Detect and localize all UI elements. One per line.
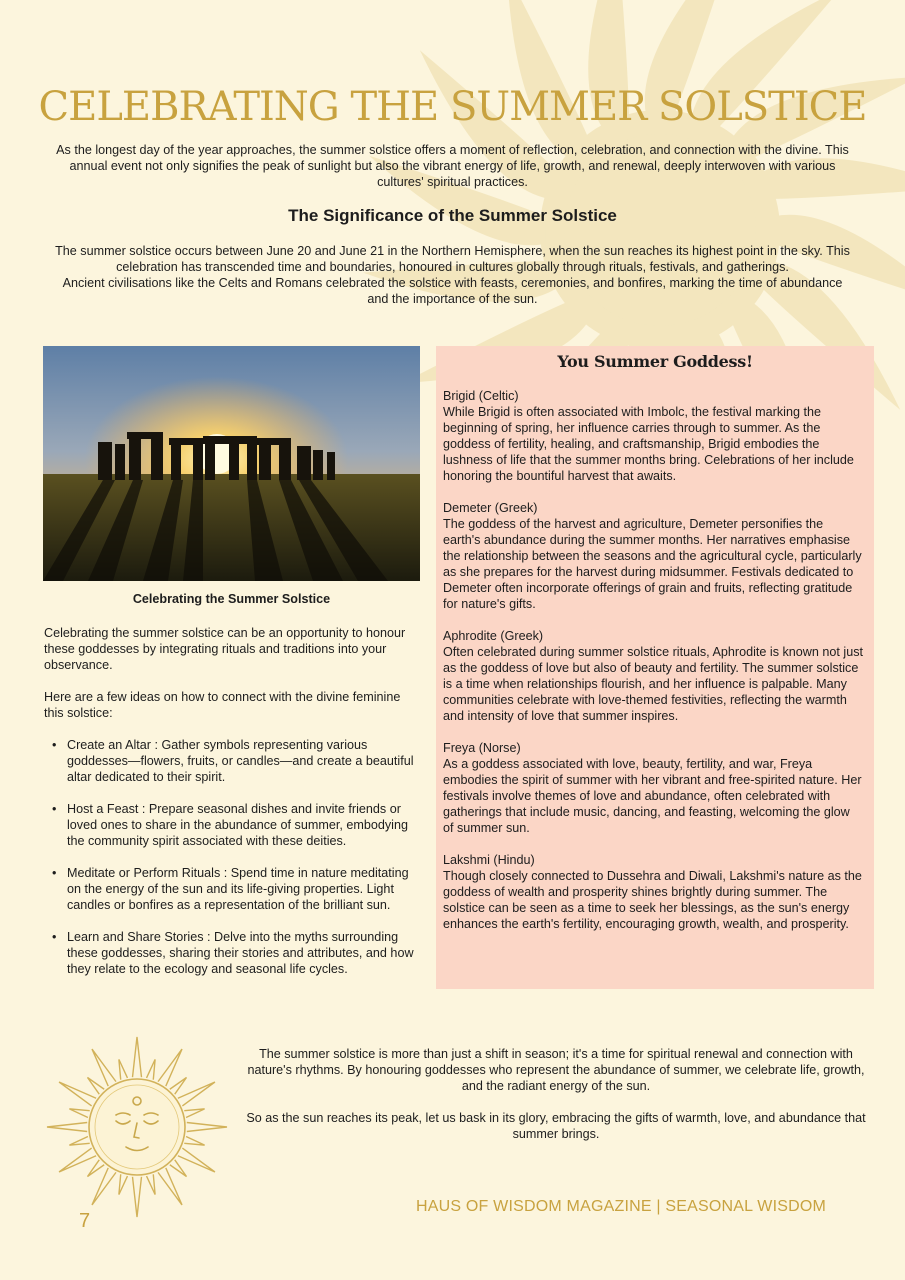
sun-face-ray bbox=[184, 1137, 204, 1146]
goddess-text: While Brigid is often associated with Imbolc, the festival marking the beginning of spring, her influence carries through to summer. As the goddess of fertility, healing, and craftsmanship, Brigid embodies the lushness of life that the summer months bring. Celebrations of her include honoring the bountiful harvest that awaits. bbox=[443, 405, 854, 483]
bullet: • bbox=[52, 738, 57, 752]
idea-text: Create an Altar : Gather symbols representing various goddesses—flowers, fruits, or candles—and create a beautiful altar dedicated to their spirit. bbox=[67, 738, 414, 784]
sun-face-ray bbox=[59, 1148, 96, 1172]
sun-face-ray bbox=[69, 1109, 89, 1118]
goddess-name: Brigid (Celtic) bbox=[443, 389, 519, 403]
list-item bbox=[44, 929, 416, 977]
sun-face-ray bbox=[69, 1137, 89, 1146]
sun-face-ray bbox=[187, 1123, 227, 1132]
sun-face-ray bbox=[133, 1177, 142, 1217]
significance-paragraph: Ancient civilisations like the Celts and Romans celebrated the solstice with feasts, ceremonies, and bonfires, marking the time of abundance and the importance of the sun. bbox=[62, 276, 843, 306]
bullet: • bbox=[52, 866, 57, 880]
goddess-entry bbox=[443, 852, 863, 932]
left-paragraph: Here are a few ideas on how to connect with the divine feminine this solstice: bbox=[44, 690, 401, 720]
significance-paragraph: The summer solstice occurs between June 20 and June 21 in the Northern Hemisphere, when the sun reaches its highest point in the sky. This celebration has transcended time and boundaries, honoured in cultures globally through rituals, festivals, and gatherings. bbox=[55, 244, 850, 274]
sun-face-ray bbox=[92, 1049, 116, 1086]
footer-label: HAUS OF WISDOM MAGAZINE | SEASONAL WISDOM bbox=[416, 1198, 827, 1215]
idea-text: Learn and Share Stories : Delve into the myths surrounding these goddesses, sharing their stories and attributes, and how they relate to the ecology and seasonal life cycles. bbox=[67, 930, 414, 976]
goddess-name: Lakshmi (Hindu) bbox=[443, 853, 535, 867]
goddess-entry bbox=[443, 500, 863, 612]
significance-text bbox=[52, 243, 853, 307]
bullet: • bbox=[52, 802, 57, 816]
list-item bbox=[44, 865, 416, 913]
bullet: • bbox=[52, 930, 57, 944]
sun-face-ray bbox=[170, 1078, 187, 1095]
goddess-panel bbox=[436, 346, 874, 989]
list-item bbox=[44, 737, 416, 785]
sun-face-ray bbox=[170, 1160, 187, 1177]
sun-face-ray bbox=[119, 1174, 128, 1194]
sun-face-ray bbox=[178, 1148, 215, 1172]
page-title: CELEBRATING THE SUMMER SOLSTICE bbox=[38, 84, 867, 130]
sun-face-ray bbox=[47, 1123, 87, 1132]
goddess-entry bbox=[443, 740, 863, 836]
goddess-panel-title: You Summer Goddess! bbox=[557, 352, 753, 371]
photo-caption: Celebrating the Summer Solstice bbox=[132, 592, 331, 606]
sun-face-ray bbox=[158, 1168, 182, 1205]
significance-heading: The Significance of the Summer Solstice bbox=[288, 206, 617, 225]
sun-face-ray bbox=[92, 1168, 116, 1205]
sun-face-ray bbox=[147, 1059, 156, 1079]
sun-face-icon bbox=[40, 1035, 235, 1220]
closing-text bbox=[240, 1046, 872, 1158]
ideas-list bbox=[44, 737, 416, 977]
sun-face-ray bbox=[158, 1049, 182, 1086]
stonehenge-sunset-photo bbox=[43, 346, 420, 581]
goddess-text: As a goddess associated with love, beauty, fertility, and war, Freya embodies the spirit of summer with her vibrant and free-spirited nature. Her festivals involve themes of love and abundance, often celebrated with gatherings that include music, dancing, and feasting, welcoming the glow of summer sun. bbox=[443, 757, 862, 835]
left-column bbox=[44, 625, 416, 993]
closing-paragraph: So as the sun reaches its peak, let us bask in its glory, embracing the gifts of warmth, love, and abundance that summer brings. bbox=[246, 1111, 866, 1141]
sun-face-ray bbox=[184, 1109, 204, 1118]
goddess-list bbox=[443, 388, 863, 948]
intro-paragraph: As the longest day of the year approaches, the summer solstice offers a moment of reflection, celebration, and connection with the divine. This annual event not only signifies the peak of sunlight but also the vibrant energy of life, growth, and renewal, deeply interwoven with various cultures' spiritual practices. bbox=[56, 143, 849, 189]
left-paragraph: Celebrating the summer solstice can be an opportunity to honour these goddesses by integrating rituals and traditions into your observance. bbox=[44, 626, 406, 672]
page-number: 7 bbox=[79, 1210, 91, 1232]
goddess-text: Though closely connected to Dussehra and Diwali, Lakshmi's nature as the goddess of wealth and prosperity shines brightly during summer. The solstice can be seen as a time to seek her blessings, as the sun's energy enhances the earth's fertility, encouraging growth, wealth, and prosperity. bbox=[443, 869, 862, 931]
sun-face-ray bbox=[119, 1059, 128, 1079]
sun-face-ray bbox=[88, 1160, 105, 1177]
sun-face-ray bbox=[133, 1037, 142, 1077]
idea-text: Meditate or Perform Rituals : Spend time in nature meditating on the energy of the sun and its life-giving properties. Light candles or bonfires as a representation of the brilliant sun. bbox=[67, 866, 409, 912]
sun-face-ray bbox=[178, 1082, 215, 1106]
goddess-name: Aphrodite (Greek) bbox=[443, 629, 544, 643]
goddess-name: Demeter (Greek) bbox=[443, 501, 538, 515]
sun-ray bbox=[507, 0, 589, 159]
idea-text: Host a Feast : Prepare seasonal dishes and invite friends or loved ones to share in the abundance of summer, embodying the community spirit associated with these deities. bbox=[67, 802, 408, 848]
list-item bbox=[44, 801, 416, 849]
sun-face-ray bbox=[88, 1078, 105, 1095]
goddess-entry bbox=[443, 628, 863, 724]
sun-face-ray bbox=[59, 1082, 96, 1106]
goddess-text: The goddess of the harvest and agriculture, Demeter personifies the earth's abundance during the summer months. Her narratives emphasise the relationship between the seasons and the agricultural cycle, particularly as she prepares for the harvest during midsummer. Festivals dedicated to Demeter often incorporate offerings of grain and fruits, reflecting gratitude for nature's gifts. bbox=[443, 517, 862, 611]
goddess-entry bbox=[443, 388, 863, 484]
goddess-name: Freya (Norse) bbox=[443, 741, 521, 755]
goddess-text: Often celebrated during summer solstice rituals, Aphrodite is known not just as the goddess of love but also of beauty and fertility. The summer solstice is a time when relationships flourish, and her influence is palpable. Many communities celebrate with love-themed festivities, reflecting the warmth and intensity of love that summer inspires. bbox=[443, 645, 863, 723]
sun-face-ray bbox=[147, 1174, 156, 1194]
closing-paragraph: The summer solstice is more than just a shift in season; it's a time for spiritual renewal and connection with nature's rhythms. By honouring goddesses who represent the abundance of summer, we celebrate life, growth, and the radiant energy of the sun. bbox=[247, 1047, 865, 1093]
